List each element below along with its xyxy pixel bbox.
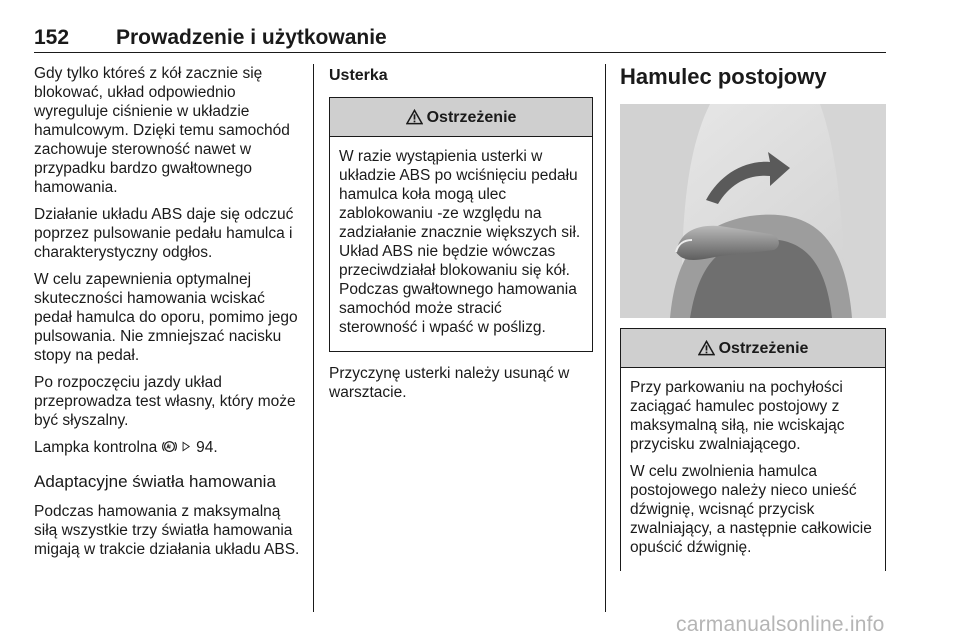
parking-brake-illustration [620,104,886,318]
section-heading: Hamulec postojowy [620,64,827,89]
section-heading: Adaptacyjne światła hamowania [34,472,276,491]
warning-triangle-icon [406,109,423,125]
paragraph: W celu zapewnienia optymalnej skuteczności hamowania wciskać pedał hamulca do oporu, pomimo jego pulsowania. Nie zmniejszać nacisku stopy na pedał. [34,271,298,364]
column-1 [34,64,300,567]
warning-text: Przy parkowaniu na pochyłości zaciągać hamulec postojowy z maksymalną siłą, nie wciskając przycisku zwalniającego. [630,379,845,453]
warning-header [330,98,592,137]
warning-body [330,137,592,351]
warning-body [621,368,885,571]
page-reference[interactable]: 94. [191,439,218,456]
column-2 [329,64,593,410]
section-heading: Usterka [329,67,388,84]
page-title: Prowadzenie i użytkowanie [116,26,387,49]
warning-text: W celu zwolnienia hamulca postojowego należy nieco unieść dźwignię, wcisnąć przycisk zwalniający, a następnie całkowicie opuścić dźwignię. [630,463,872,556]
paragraph: Działanie układu ABS daje się odczuć poprzez pulsowanie pedału hamulca i charakterystyczny odgłos. [34,206,294,261]
paragraph-indicator [34,438,300,457]
warning-triangle-icon [698,340,715,356]
watermark: carmanualsonline.info [676,613,885,636]
warning-header [621,329,885,368]
paragraph: Podczas hamowania z maksymalną siłą wszystkie trzy światła hamowania migają w trakcie działania układu ABS. [34,503,300,558]
paragraph: Po rozpoczęciu jazdy układ przeprowadza test własny, który może być słyszalny. [34,374,296,429]
indicator-text: Lampka kontrolna [34,439,162,456]
column-divider [605,64,606,612]
warning-title: Ostrzeżenie [426,108,517,126]
warning-box [329,97,593,352]
warning-text: W razie wystąpienia usterki w układzie ABS po wciśnięciu pedału hamulca koła mogą ulec zablokowaniu -ze względu na zadziałanie znacznie większych sił. Układ ABS nie będzie wówczas przeciwdziałał blokowaniu się kół. Podczas gwałtownego hamowania samochód może stracić sterowność i wpaść w poślizg. [339,148,581,336]
page-header [34,24,886,53]
abs-warning-lamp-icon [162,439,177,454]
column-divider [313,64,314,612]
page-reference-arrow-icon [181,439,192,454]
column-3 [620,64,886,571]
paragraph: Przyczynę usterki należy usunąć w warsztacie. [329,365,570,401]
warning-box [620,328,886,571]
page-number: 152 [34,26,70,49]
paragraph: Gdy tylko któreś z kół zacznie się blokować, układ odpowiednio wyreguluje ciśnienie w układzie hamulcowym. Dzięki temu samochód zachowuje sterowność nawet w przypadku bardzo gwałtownego hamowania. [34,65,290,196]
warning-title: Ostrzeżenie [718,339,809,357]
